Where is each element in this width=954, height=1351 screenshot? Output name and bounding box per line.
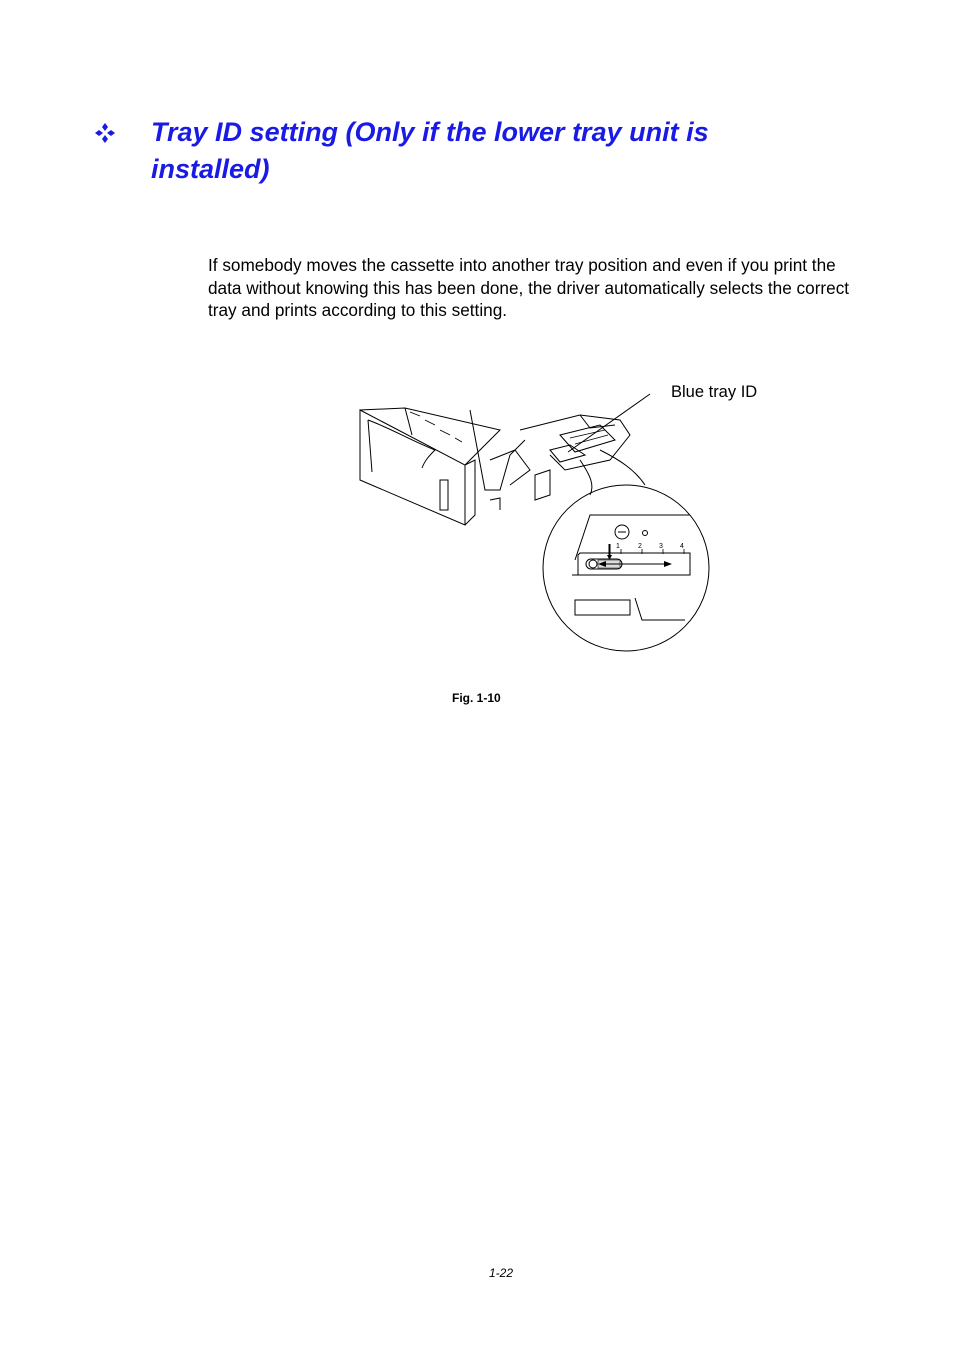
tray-illustration <box>350 380 770 660</box>
page-number: 1-22 <box>489 1266 514 1280</box>
body-paragraph: If somebody moves the cassette into another tray position and even if you print the data without knowing this has been done, the driver automatically selects the correct tray and prints according to this setting. <box>208 255 850 320</box>
callout-leader <box>568 394 650 452</box>
position-label-4: 4 <box>680 543 684 550</box>
cassette-label <box>440 480 448 510</box>
four-diamond-bullet-icon <box>92 120 118 146</box>
section-title: Tray ID setting (Only if the lower tray unit is installed) <box>151 117 709 184</box>
position-label-2: 2 <box>638 543 642 550</box>
figure-caption: Fig. 1-10 <box>452 691 501 705</box>
position-label-1: 1 <box>616 543 620 550</box>
position-label-3: 3 <box>659 543 663 550</box>
cassette-front <box>360 410 465 525</box>
magnified-view <box>543 485 709 651</box>
blue-tray-id-callout: Blue tray ID <box>671 383 758 401</box>
